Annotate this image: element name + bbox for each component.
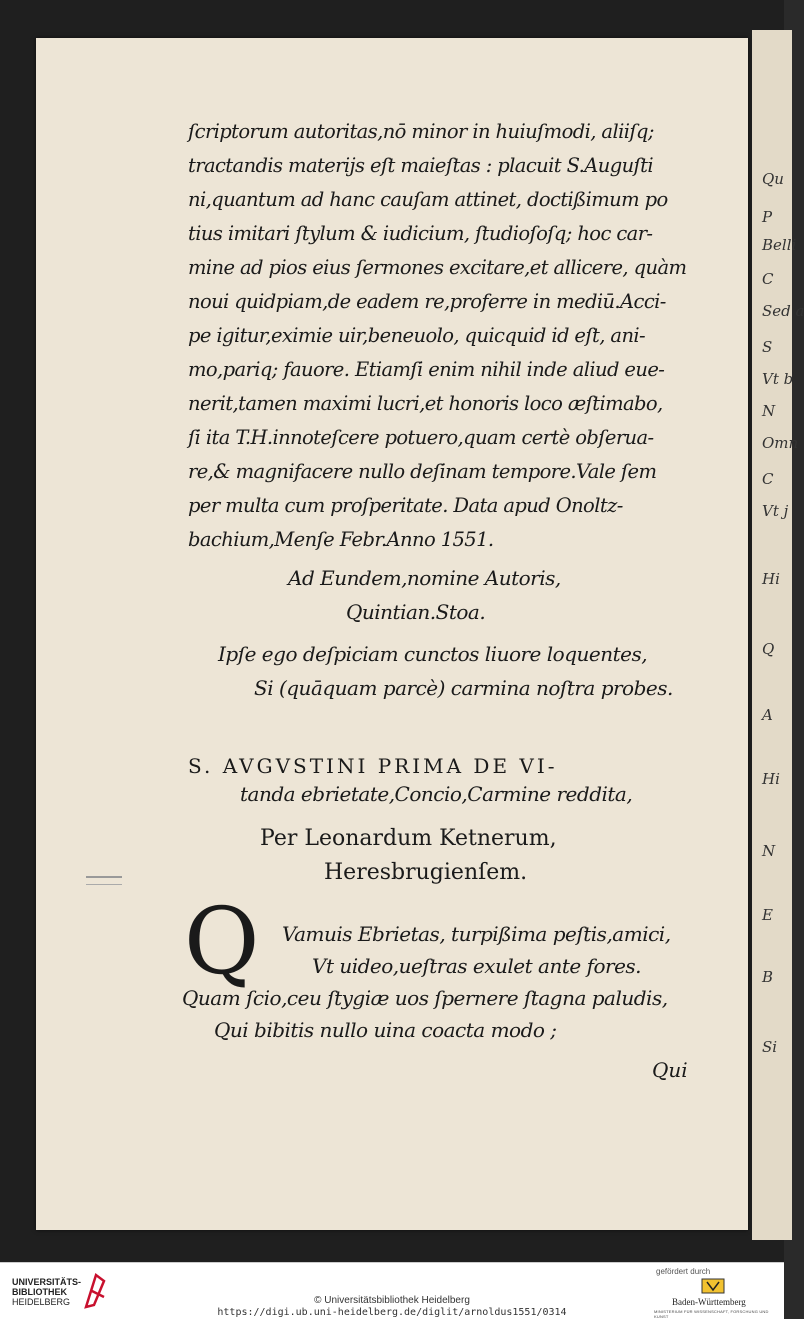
poem-line: Qui bibitis nullo uina coacta modo ;	[214, 1018, 557, 1042]
funded-by-label: gefördert durch	[656, 1267, 711, 1276]
body-line: ſi ita T.H.innoteſcere potuero,quam certè obſerua-	[188, 426, 654, 449]
body-line: tius imitari ſtylum & iudicium, ſtudioſoſq; hoc car-	[188, 222, 653, 245]
logo-line: BIBLIOTHEK	[12, 1287, 67, 1297]
permalink-url[interactable]: https://digi.ub.uni-heidelberg.de/diglit/arnoldus1551/0314	[217, 1307, 567, 1318]
dedication-author: Quintian.Stoa.	[346, 600, 486, 624]
poem-line: Vamuis Ebrietas, turpißima peſtis,amici,	[282, 922, 671, 946]
logo-line: HEIDELBERG	[12, 1297, 71, 1307]
logo-line: UNIVERSITÄTS-	[12, 1277, 82, 1287]
adjacent-page-fragment: Q	[762, 640, 775, 658]
author-line: Per Leonardum Ketnerum,	[260, 826, 557, 851]
funder-ministry: MINISTERIUM FÜR WISSENSCHAFT, FORSCHUNG UND KUNST	[654, 1309, 769, 1319]
adjacent-page-fragment: N	[762, 402, 776, 420]
poem-line: Quam ſcio,ceu ſtygiæ uos ſpernere ſtagna paludis,	[182, 986, 668, 1010]
adjacent-page-fragment: Omn	[762, 434, 799, 452]
state-crest-icon	[700, 1277, 726, 1295]
body-line: ni,quantum ad hanc cauſam attinet, doctißimum po	[188, 188, 668, 211]
adjacent-page-fragment: Vt b	[762, 370, 794, 388]
sermon-heading: S. AVGVSTINI PRIMA DE VI-	[188, 754, 558, 778]
adjacent-page-fragment: E	[762, 906, 773, 924]
adjacent-page-fragment: N	[762, 842, 776, 860]
drop-capital: Q	[184, 888, 260, 995]
adjacent-page-fragment: S	[762, 338, 773, 356]
body-line: per multa cum proſperitate. Data apud Onoltz-	[188, 494, 623, 517]
adjacent-page-fragment: B	[762, 968, 774, 986]
adjacent-page-fragment: Hi	[762, 770, 780, 788]
dedication-title: Ad Eundem,nomine Autoris,	[288, 566, 561, 590]
adjacent-page-fragment: Si	[762, 1038, 778, 1056]
body-line: bachium,Menſe Febr.Anno 1551.	[188, 528, 494, 551]
body-line: re,& magnifacere nullo deſinam tempore.Vale ſem	[188, 460, 657, 483]
sermon-subheading: tanda ebrietate,Concio,Carmine reddita,	[240, 782, 633, 806]
ink-mark	[86, 876, 122, 885]
adjacent-page-fragment: Sed a	[762, 302, 804, 320]
body-line: noui quidpiam,de eadem re,proferre in mediū.Acci-	[188, 290, 666, 313]
adjacent-page-fragment: P	[762, 208, 773, 226]
poem-line: Vt uideo,ueſtras exulet ante fores.	[312, 954, 642, 978]
distich-line: Ipſe ego deſpiciam cunctos liuore loquentes,	[218, 642, 648, 666]
adjacent-page-edge	[752, 30, 804, 1240]
adjacent-page-fragment: Hi	[762, 570, 780, 588]
adjacent-page-fragment: C	[762, 270, 774, 288]
adjacent-page-fragment: Belli	[762, 236, 797, 254]
body-line: mo,pariq; fauore. Etiamſi enim nihil inde aliud eue-	[188, 358, 665, 381]
viewer-footer	[0, 1262, 784, 1319]
adjacent-page-fragment: A	[762, 706, 773, 724]
body-line: nerit,tamen maximi lucri,et honoris loco æſtimabo,	[188, 392, 663, 415]
adjacent-page-fragment: Vt j	[762, 502, 789, 520]
book-page	[36, 38, 748, 1230]
author-origin-line: Heresbrugienſem.	[324, 860, 528, 885]
adjacent-page-fragment: C	[762, 470, 774, 488]
body-line: tractandis materijs eſt maieſtas : placuit S.Auguſti	[188, 154, 654, 177]
distich-line: Si (quāquam parcè) carmina noſtra probes.	[254, 676, 673, 700]
funder-name: Baden-Württemberg	[672, 1297, 746, 1307]
catchword: Qui	[652, 1058, 688, 1082]
body-line: mine ad pios eius ſermones excitare,et allicere, quàm	[188, 256, 687, 279]
body-line: ſcriptorum autoritas,nō minor in huiuſmodi, aliiſq;	[188, 120, 654, 143]
copyright-text: © Universitätsbibliothek Heidelberg	[314, 1295, 470, 1306]
body-line: pe igitur,eximie uir,beneuolo, quicquid id eſt, ani-	[188, 324, 646, 347]
adjacent-page-fragment: Qu	[762, 170, 784, 188]
